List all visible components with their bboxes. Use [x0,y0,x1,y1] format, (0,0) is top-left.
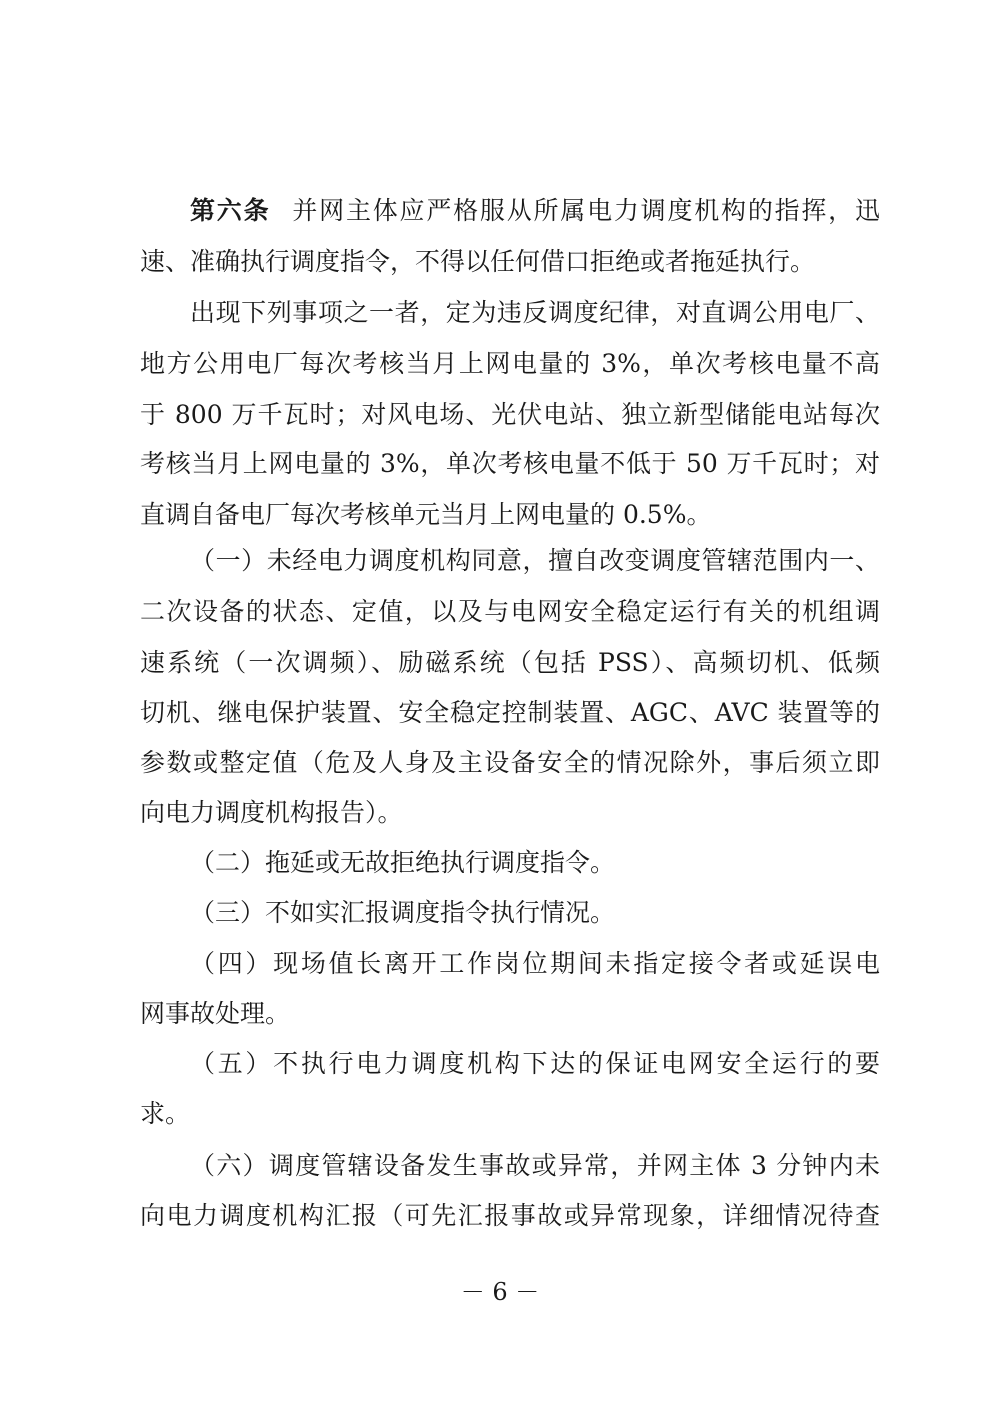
paragraph-line: 切机、继电保护装置、安全稳定控制装置、AGC、AVC 装置等的 [140,698,880,727]
paragraph-line: 二次设备的状态、定值，以及与电网安全稳定运行有关的机组调 [140,597,880,626]
paragraph-line: 向电力调度机构报告）。 [140,798,403,827]
paragraph-line: 速系统（一次调频）、励磁系统（包括 PSS）、高频切机、低频 [140,648,880,677]
paragraph-line: 地方公用电厂每次考核当月上网电量的 3%，单次考核电量不高 [140,349,880,378]
list-item-6: （六）调度管辖设备发生事故或异常，并网主体 3 分钟内未 [190,1151,880,1180]
paragraph-line: 速、准确执行调度指令，不得以任何借口拒绝或者拖延执行。 [140,247,816,276]
paragraph-line: 于 800 万千瓦时；对风电场、光伏电站、独立新型储能电站每次 [140,400,880,429]
list-item-1: （一）未经电力调度机构同意，擅自改变调度管辖范围内一、 [190,546,880,575]
list-item-5: （五）不执行电力调度机构下达的保证电网安全运行的要 [190,1049,880,1078]
paragraph-line: 出现下列事项之一者，定为违反调度纪律，对直调公用电厂、 [190,298,880,327]
page-number: － 6 － [460,1278,540,1306]
list-item-3: （三）不如实汇报调度指令执行情况。 [190,898,616,927]
article-heading: 第六条 [190,196,271,225]
paragraph-line: 直调自备电厂每次考核单元当月上网电量的 0.5%。 [140,500,712,529]
paragraph-line: 求。 [140,1099,191,1128]
paragraph-line: 参数或整定值（危及人身及主设备安全的情况除外，事后须立即 [140,748,880,777]
paragraph-line: 网事故处理。 [140,999,291,1028]
list-item-2: （二）拖延或无故拒绝执行调度指令。 [190,848,616,877]
list-item-4: （四）现场值长离开工作岗位期间未指定接令者或延误电 [190,949,880,978]
paragraph-line: 第六条 并网主体应严格服从所属电力调度机构的指挥，迅 [190,196,880,225]
paragraph-line: 考核当月上网电量的 3%，单次考核电量不低于 50 万千瓦时；对 [140,449,880,478]
paragraph-line: 向电力调度机构汇报（可先汇报事故或异常现象，详细情况待查 [140,1201,880,1230]
